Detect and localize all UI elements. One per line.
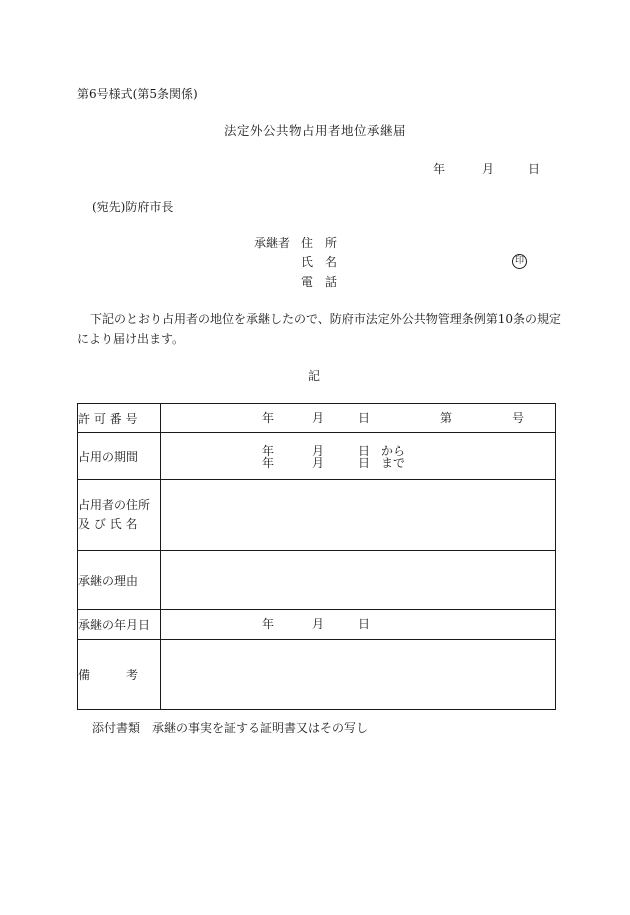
occupant-field[interactable]: [161, 480, 556, 551]
remarks-label: 備 考: [78, 640, 161, 710]
table-row-occupant: [78, 480, 556, 551]
successor-name-label: 氏 名: [301, 255, 338, 269]
occupant-label: [78, 480, 161, 551]
period-to-month: 月: [312, 456, 325, 470]
permit-go: 号: [512, 411, 525, 425]
succession-day: 日: [358, 617, 371, 631]
remarks-field[interactable]: [161, 640, 556, 710]
permit-day: 日: [358, 411, 371, 425]
seal-mark: 印: [512, 254, 527, 269]
form-number: 第6号様式(第5条関係): [77, 87, 198, 101]
table-row-reason: [78, 551, 556, 610]
attachment-note: 添付書類 承継の事実を証する証明書又はその写し: [92, 721, 369, 735]
permit-year: 年: [262, 411, 275, 425]
permit-month: 月: [312, 411, 325, 425]
succession-month: 月: [312, 617, 325, 631]
successor-address-label: 住 所: [301, 236, 338, 250]
successor-phone-label: 電 話: [301, 275, 338, 289]
reason-field[interactable]: [161, 551, 556, 610]
ki-heading: 記: [308, 369, 321, 383]
period-from-text: から: [381, 444, 406, 458]
occupant-label-line1: 占用者の住所: [78, 498, 151, 512]
body-text-line1: 下記のとおり占用者の地位を承継したので、防府市法定外公共物管理条例第10条の規定: [90, 312, 562, 326]
period-to-text: まで: [381, 456, 406, 470]
permit-dai: 第: [440, 411, 453, 425]
permit-number-field[interactable]: [161, 404, 556, 433]
succession-date-label: 承継の年月日: [78, 610, 161, 640]
period-from-day: 日: [358, 444, 371, 458]
succession-year: 年: [262, 617, 275, 631]
date-month-label: 月: [482, 162, 495, 176]
table-row-permit-number: [78, 404, 556, 433]
period-to-year: 年: [262, 456, 275, 470]
document-title: 法定外公共物占用者地位承継届: [223, 123, 406, 138]
period-label: 占用の期間: [78, 433, 161, 480]
successor-label: 承継者: [254, 236, 291, 250]
period-field[interactable]: [161, 433, 556, 480]
permit-number-label: 許 可 番 号: [78, 404, 161, 433]
period-from-month: 月: [312, 444, 325, 458]
table-row-period: [78, 433, 556, 480]
occupant-label-line2: 及 び 氏 名: [78, 517, 138, 531]
period-to-day: 日: [358, 456, 371, 470]
period-from-year: 年: [262, 444, 275, 458]
table-row-succession-date: [78, 610, 556, 640]
date-year-label: 年: [433, 162, 446, 176]
addressee: (宛先)防府市長: [92, 200, 174, 214]
table-row-remarks: [78, 640, 556, 710]
succession-date-field[interactable]: [161, 610, 556, 640]
body-text-line2: により届け出ます。: [77, 332, 185, 346]
application-table: [77, 403, 556, 710]
date-day-label: 日: [528, 162, 541, 176]
reason-label: 承継の理由: [78, 551, 161, 610]
